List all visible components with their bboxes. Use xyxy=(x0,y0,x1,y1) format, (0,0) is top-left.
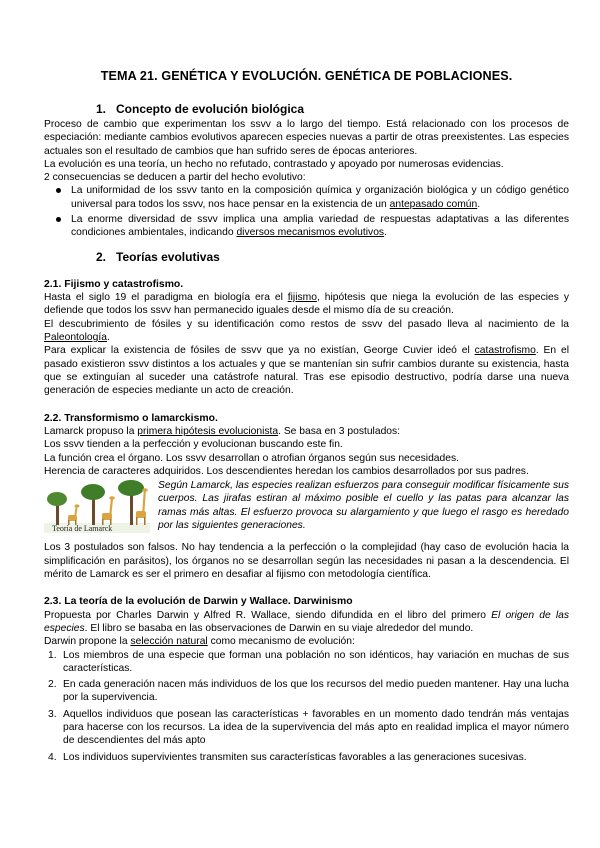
s23-paragraph-2: Darwin propone la selección natural como mecanismo de evolución: xyxy=(44,636,355,648)
term-antepasado-comun: antepasado común xyxy=(389,198,478,210)
list-item: 2. En cada generación nacen más individuos de los que los recursos del medio pueden mantener. Hay una lucha por la supervivencia. xyxy=(48,679,569,704)
document-title: TEMA 21. GENÉTICA Y EVOLUCIÓN. GENÉTICA DE POBLACIONES. xyxy=(100,69,513,83)
s1-bullet-list xyxy=(44,184,569,239)
bullet-icon xyxy=(56,217,61,222)
section-2-heading xyxy=(44,250,569,265)
subsection-2-2-heading: 2.2. Transformismo o lamarckismo. xyxy=(44,412,218,424)
book-title: El origen de las especies xyxy=(44,609,569,634)
document-page xyxy=(44,68,569,767)
list-item: 4. Los individuos supervivientes transmiten sus características favorables a las generaciones sucesivas. xyxy=(48,751,527,763)
s1-paragraph-2: La evolución es una teoría, un hecho no refutado, contrastado y apoyado por numerosas evidencias. xyxy=(44,158,504,170)
s23-paragraph-1: Propuesta por Charles Darwin y Alfred R. Wallace, siendo difundida en el libro del primero El origen de las especies. El libro se basaba en las observaciones de Darwin en su viaje alrededor del mundo. xyxy=(44,609,569,634)
term-catastrofismo: catastrofismo xyxy=(474,345,536,357)
lamarck-quote: Según Lamarck, las especies realizan esfuerzos para conseguir modificar físicamente sus cuerpos. Las jirafas estiran al máximo posible el cuello y las patas para alcanzar las ramas más altas. El esfuerzo provoca su alargamiento y que luego el rasgo es heredado por las siguientes generaciones. xyxy=(158,480,569,531)
term-seleccion-natural: selección natural xyxy=(130,636,208,648)
lamarck-illustration xyxy=(44,479,150,533)
section-2-number: 2. xyxy=(96,249,107,264)
list-item: 1. Los miembros de una especie que forman una población no son idénticos, hay variación en muchas de sus características. xyxy=(48,649,569,674)
term-diversos-mecanismos: diversos mecanismos evolutivos xyxy=(236,227,385,239)
darwin-postulates-list xyxy=(44,649,569,764)
subsection-2-1-heading: 2.1. Fijismo y catastrofismo. xyxy=(44,278,184,290)
list-item: La uniformidad de los ssvv tanto en la composición química y organización biológica y un código genético universal para todos los ssvv, nos hace pensar en la existencia de un antepasado común. xyxy=(44,184,569,211)
section-2-title: Teorías evolutivas xyxy=(116,249,220,264)
section-1-heading xyxy=(44,102,569,117)
s1-paragraph-1: Proceso de cambio que experimentan los ssvv a lo largo del tiempo. Está relacionado con los procesos de especiación: mediante cambios evolutivos aparecen especies nuevas a partir de otras preexistentes. Las especies actuales son el resultado de cambios que han sufrido seres de épocas anteriores. xyxy=(44,119,569,157)
list-item: 3. Aquellos individuos que posean las características + favorables en un momento dado tendrán más ventajas para hacerse con los recursos. La idea de la supervivencia del más apto en realidad implica el mayor número de descendientes del más apto xyxy=(48,708,569,747)
s22-postulate-1: Los ssvv tienden a la perfección y evolucionan buscando este fin. xyxy=(44,439,343,451)
lamarck-figure-row xyxy=(44,479,569,533)
s21-paragraph-2: El descubrimiento de fósiles y su identificación como restos de ssvv del pasado lleva al nacimiento de la Paleontología. xyxy=(44,318,569,344)
s22-paragraph-1: Lamarck propuso la primera hipótesis evolucionista. Se basa en 3 postulados: xyxy=(44,426,401,438)
term-primera-hipotesis: primera hipótesis evolucionista xyxy=(137,426,279,438)
s22-postulate-3: Herencia de caracteres adquiridos. Los descendientes heredan los cambios desarrollados por sus padres. xyxy=(44,465,529,477)
s22-paragraph-2: Los 3 postulados son falsos. No hay tendencia a la perfección o la complejidad (hay caso de evolución hacia la simplificación en parásitos), los órganos no se desarrollan según las necesidades ni pasan a la descendencia. El mérito de Lamarck es ser el primero en desafiar al fijismo con metodología científica. xyxy=(44,542,569,580)
section-1-title: Concepto de evolución biológica xyxy=(116,102,305,116)
term-paleontologia: Paleontología xyxy=(44,332,107,344)
s21-paragraph-1: Hasta el siglo 19 el paradigma en biología era el fijismo, hipótesis que niega la evolución de las especies y defiende que todos los ssvv han permanecido iguales desde el mismo día de su creación. xyxy=(44,292,569,317)
figure-caption: Teoría de Lamarck xyxy=(52,524,113,534)
bullet-icon xyxy=(56,188,61,193)
term-fijismo: fijismo xyxy=(287,292,317,304)
s22-postulate-2: La función crea el órgano. Los ssvv desarrollan o atrofian órganos según sus necesidades. xyxy=(44,452,459,464)
section-1-number: 1. xyxy=(96,102,107,116)
s21-paragraph-3: Para explicar la existencia de fósiles de ssvv que ya no existían, George Cuvier ideó el catastrofismo. En el pasado existieron ssvv distintos a los actuales y que se mantenían sin sufrir cambios durante su existencia, hasta que se extinguían al suceder una catástrofe natural. Tras ese episodio destructivo, podría darse una nueva generación de especies mediante un acto de creación. xyxy=(44,345,569,397)
list-item: La enorme diversidad de ssvv implica una amplia variedad de respuestas adaptativas a las diferentes condiciones ambientales, indicando diversos mecanismos evolutivos. xyxy=(44,213,569,240)
subsection-2-3-heading: 2.3. La teoría de la evolución de Darwin y Wallace. Darwinismo xyxy=(44,596,353,608)
s1-paragraph-3: 2 consecuencias se deducen a partir del hecho evolutivo: xyxy=(44,172,306,184)
